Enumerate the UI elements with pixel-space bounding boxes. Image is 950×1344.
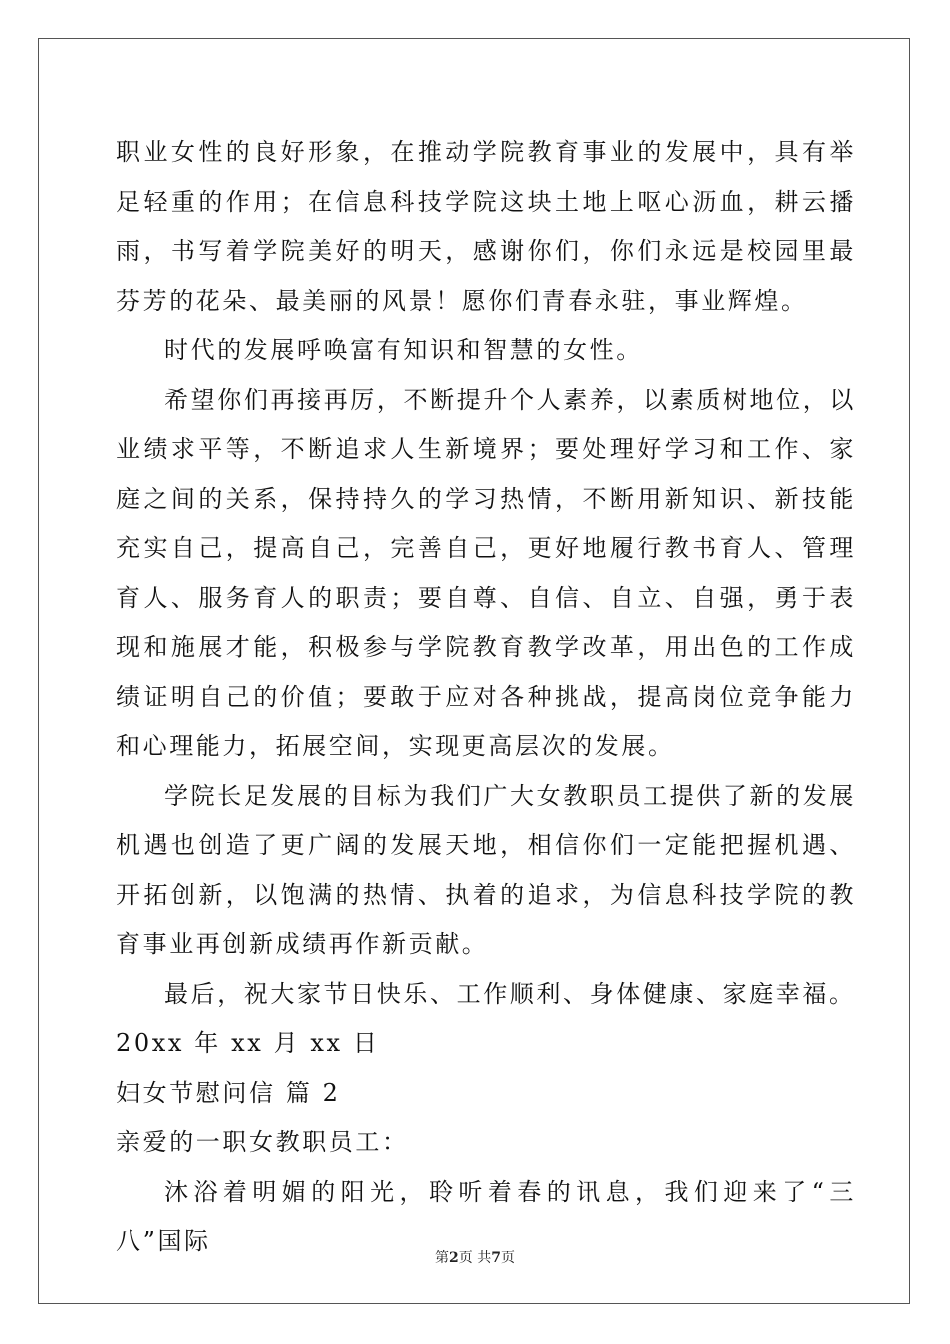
footer-prefix: 第 bbox=[435, 1250, 450, 1266]
footer-total-pages: 7 bbox=[491, 1250, 501, 1266]
footer-suffix: 页 bbox=[500, 1250, 515, 1266]
page-footer bbox=[0, 1247, 950, 1267]
section-heading: 妇女节慰问信 篇 2 bbox=[116, 1078, 341, 1107]
paragraph-4: 学院长足发展的目标为我们广大女教职员工提供了新的发展机遇也创造了更广阔的发展天地，相信你们一定能把握机遇、开拓创新，以饱满的热情、执着的追求，为信息科技学院的教育事业再创新成绩再作新贡献。 bbox=[116, 781, 856, 958]
footer-current-page: 2 bbox=[449, 1250, 459, 1266]
paragraph-2: 时代的发展呼唤富有知识和智慧的女性。 bbox=[164, 336, 643, 364]
paragraph-3: 希望你们再接再厉，不断提升个人素养，以素质树地位，以业绩求平等，不断追求人生新境界；要处理好学习和工作、家庭之间的关系，保持持久的学习热情，不断用新知识、新技能充实自己，提高自己，完善自己，更好地履行教书育人、管理育人、服务育人的职责；要自尊、自信、自立、自强，勇于表现和施展才能，积极参与学院教育教学改革，用出色的工作成绩证明自己的价值；要敢于应对各种挑战，提高岗位竞争能力和心理能力，拓展空间，实现更高层次的发展。 bbox=[116, 385, 856, 760]
salutation: 亲爱的一职女教职员工： bbox=[116, 1128, 409, 1156]
footer-mid: 页 共 bbox=[458, 1250, 492, 1266]
paragraph-1: 职业女性的良好形象，在推动学院教育事业的发展中，具有举足轻重的作用；在信息科技学院这块土地上呕心沥血，耕云播雨，书写着学院美好的明天，感谢你们，你们永远是校园里最芬芳的花朵、最美丽的风景！愿你们青春永驻，事业辉煌。 bbox=[116, 138, 856, 315]
paragraph-5: 最后，祝大家节日快乐、工作顺利、身体健康、家庭幸福。 bbox=[164, 979, 856, 1008]
paragraph-6: 沐浴着明媚的阳光，聆听着春的讯息，我们迎来了“三八”国际 bbox=[116, 1177, 856, 1255]
date-line: 20xx 年 xx 月 xx 日 bbox=[116, 1029, 380, 1057]
document-body bbox=[116, 128, 856, 1267]
